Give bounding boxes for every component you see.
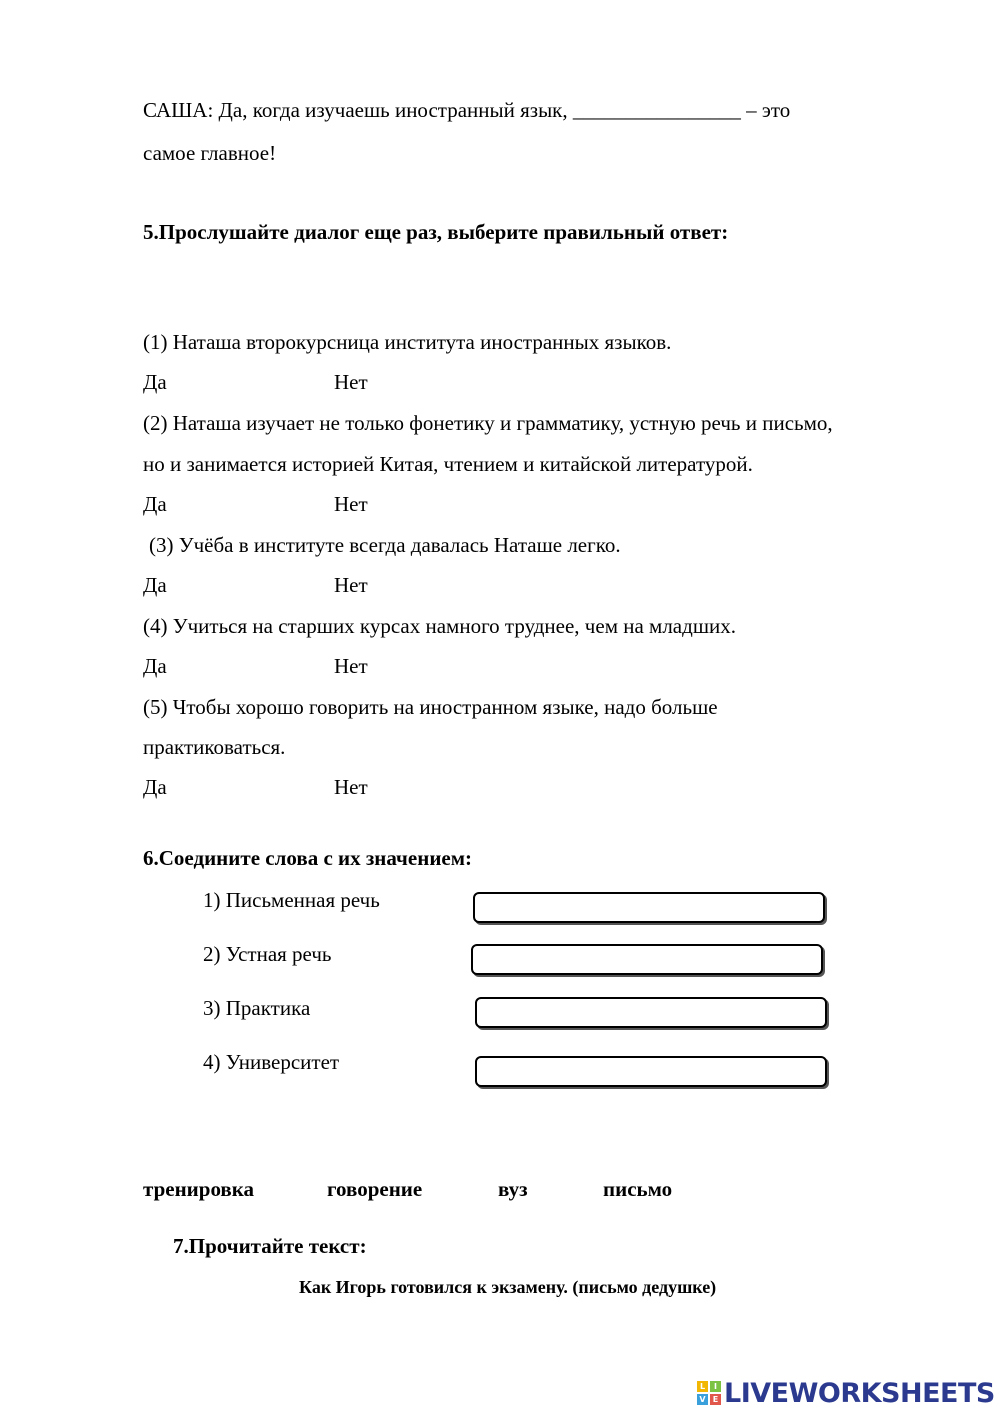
q2-no-option[interactable]: Нет [334, 492, 368, 516]
question-5-line-2: практиковаться. [143, 735, 286, 759]
dialogue-line-1: САША: Да, когда изучаешь иностранный язык, ________________ – это [143, 98, 791, 122]
match-item-4: 4) Университет [203, 1050, 340, 1074]
q2-yes-option[interactable]: Да [143, 492, 167, 516]
q1-yes-option[interactable]: Да [143, 370, 167, 394]
task7-heading: 7.Прочитайте текст: [173, 1234, 367, 1258]
match-item-3: 3) Практика [203, 996, 311, 1020]
word-bank-item-2[interactable]: говорение [327, 1177, 423, 1201]
question-3: (3) Учёба в институте всегда давалась Наташе легко. [149, 533, 621, 557]
q3-yes-option[interactable]: Да [143, 573, 167, 597]
match-answer-box-3[interactable] [475, 997, 827, 1028]
logo-letter-i: I [710, 1381, 721, 1392]
logo-letter-v: V [697, 1394, 708, 1405]
question-2-line-2: но и занимается историей Китая, чтением и китайской литературой. [143, 452, 753, 476]
q5-no-option[interactable]: Нет [334, 775, 368, 799]
match-answer-box-4[interactable] [475, 1056, 827, 1087]
q3-no-option[interactable]: Нет [334, 573, 368, 597]
logo-mark-icon [697, 1381, 721, 1405]
q4-no-option[interactable]: Нет [334, 654, 368, 678]
q4-yes-option[interactable]: Да [143, 654, 167, 678]
q1-no-option[interactable]: Нет [334, 370, 368, 394]
match-answer-box-2[interactable] [471, 944, 823, 975]
task6-heading: 6.Соедините слова с их значением: [143, 846, 473, 870]
word-bank-item-3[interactable]: вуз [498, 1177, 528, 1201]
match-item-1: 1) Письменная речь [203, 888, 380, 912]
logo-letter-e: E [710, 1394, 721, 1405]
word-bank-item-4[interactable]: письмо [603, 1177, 673, 1201]
question-2-line-1: (2) Наташа изучает не только фонетику и грамматику, устную речь и письмо, [143, 411, 833, 435]
q5-yes-option[interactable]: Да [143, 775, 167, 799]
question-5-line-1: (5) Чтобы хорошо говорить на иностранном языке, надо больше [143, 695, 718, 719]
question-4: (4) Учиться на старших курсах намного труднее, чем на младших. [143, 614, 736, 638]
logo-letter-l: L [697, 1381, 708, 1392]
match-answer-box-1[interactable] [473, 892, 825, 923]
match-item-2: 2) Устная речь [203, 942, 332, 966]
question-1: (1) Наташа второкурсница института иностранных языков. [143, 330, 672, 354]
task5-heading: 5.Прослушайте диалог еще раз, выберите правильный ответ: [143, 220, 729, 244]
dialogue-line-2: самое главное! [143, 141, 277, 165]
liveworksheets-logo [697, 1378, 995, 1408]
word-bank-item-1[interactable]: тренировка [143, 1177, 255, 1201]
text-title: Как Игорь готовился к экзамену. (письмо дедушке) [299, 1277, 717, 1297]
logo-text: LIVEWORKSHEETS [724, 1377, 995, 1409]
